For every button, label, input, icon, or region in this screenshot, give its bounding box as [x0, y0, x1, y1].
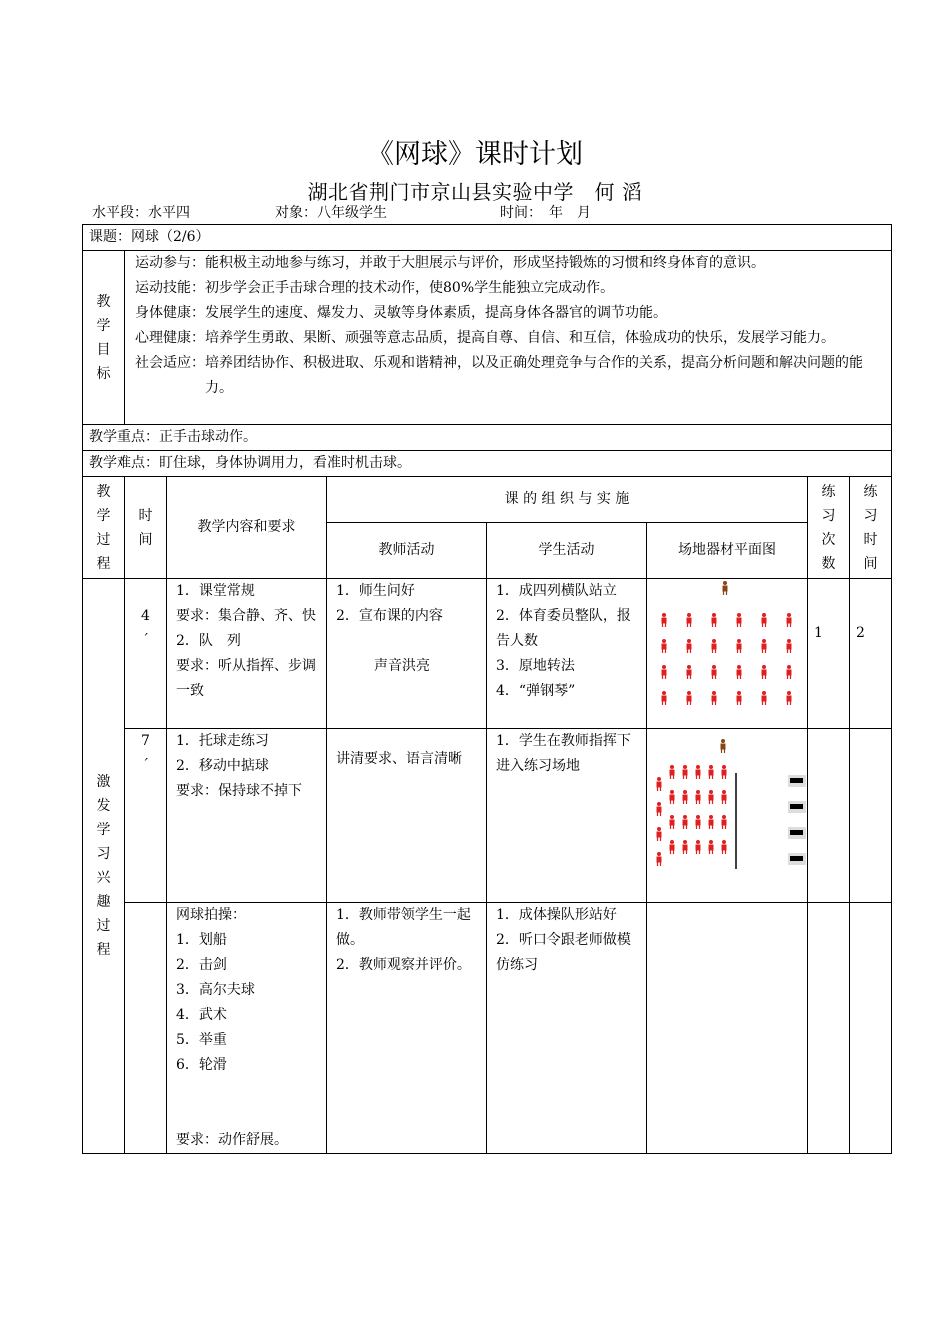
count-header: 练 习 次 数	[808, 477, 850, 579]
row1-teacher: 1．师生问好 2．宣布课的内容 声音洪亮	[327, 579, 487, 729]
student-figure-icon	[709, 790, 714, 804]
student-figure-icon	[709, 840, 714, 854]
student-figure-icon	[737, 665, 742, 679]
row2-teacher: 讲清要求、语言清晰	[327, 729, 487, 903]
formation-diagram-practice	[647, 729, 808, 901]
row2-content: 1．托球走练习 2．移动中掂球 要求：保持球不掉下	[167, 729, 327, 903]
student-figure-icon	[712, 691, 717, 705]
row1-content: 1．课堂常规 要求：集合静、齐、快 2．队 列 要求：听从指挥、步调一致	[167, 579, 327, 729]
goal-item: 心理健康： 培养学生勇敢、果断、顽强等意志品质，提高自尊、自信、和互信，体验成功的快乐，发展学习能力。	[135, 330, 835, 346]
student-figure-icon	[737, 639, 742, 653]
row2-time: 7 ´	[125, 729, 167, 903]
student-figure-icon	[737, 613, 742, 627]
student-figure-icon	[657, 802, 662, 816]
student-figure-icon	[712, 639, 717, 653]
row3-duration	[850, 903, 892, 1154]
row3-field	[647, 903, 808, 1154]
student-figure-icon	[670, 840, 675, 854]
row2-field-diagram	[647, 729, 808, 903]
student-figure-icon	[709, 815, 714, 829]
content-header: 教学内容和要求	[167, 477, 327, 579]
lesson-plan-table	[82, 224, 892, 1154]
student-figure-icon	[787, 613, 792, 627]
time-header: 时 间	[125, 477, 167, 579]
page-title: 《网球》课时计划	[367, 139, 583, 170]
student-figure-icon	[787, 691, 792, 705]
row1-time: 4 ´	[125, 579, 167, 729]
student-figure-icon	[662, 639, 667, 653]
teacher-figure-icon	[723, 581, 728, 595]
student-figure-icon	[712, 665, 717, 679]
student-figure-icon	[670, 765, 675, 779]
meta-audience: 对象：八年级学生	[275, 205, 387, 221]
row1-field-diagram	[647, 579, 808, 729]
student-figure-icon	[683, 790, 688, 804]
row3-count	[808, 903, 850, 1154]
student-figure-icon	[670, 815, 675, 829]
student-figure-icon	[657, 827, 662, 841]
key-point-cell: 教学重点：正手击球动作。	[83, 425, 892, 451]
student-figure-icon	[712, 613, 717, 627]
student-figure-icon	[683, 840, 688, 854]
meta-time: 时间： 年 月	[500, 205, 591, 221]
row3-time	[125, 903, 167, 1154]
student-figure-icon	[683, 815, 688, 829]
goal-item: 身体健康： 发展学生的速度、爆发力、灵敏等身体素质，提高身体各器官的调节功能。	[135, 305, 667, 321]
row1-duration: 2	[850, 579, 892, 729]
student-figure-icon	[762, 639, 767, 653]
student-figure-icon	[696, 815, 701, 829]
stage-label: 激 发 学 习 兴 趣 过 程	[83, 579, 125, 1154]
row3-content: 网球拍操： 1．划船 2．击剑 3．高尔夫球 4．武术 5．举重 6．轮滑 要求：动作舒展。	[167, 903, 327, 1154]
student-figure-icon	[762, 691, 767, 705]
row2-student: 1．学生在教师指挥下进入练习场地	[487, 729, 647, 903]
student-figure-icon	[737, 691, 742, 705]
goal-item: 运动参与： 能积极主动地参与练习，并敢于大胆展示与评价，形成坚持锻炼的习惯和终身体育的意识。	[135, 255, 765, 271]
student-figure-icon	[683, 765, 688, 779]
student-figure-icon	[687, 691, 692, 705]
student-figure-icon	[787, 665, 792, 679]
student-header: 学生活动	[487, 523, 647, 579]
meta-level: 水平段：水平四	[92, 205, 190, 221]
row3-teacher: 1．教师带领学生一起做。 2．教师观察并评价。	[327, 903, 487, 1154]
student-figure-icon	[657, 852, 662, 866]
teacher-figure-icon	[721, 739, 726, 753]
student-figure-icon	[787, 639, 792, 653]
row2-duration	[850, 729, 892, 903]
row1-student: 1．成四列横队站立 2．体育委员整队，报告人数 3．原地转法 4．“弹钢琴”	[487, 579, 647, 729]
student-figure-icon	[687, 639, 692, 653]
page-subtitle: 湖北省荆门市京山县实验中学 何 滔	[307, 180, 643, 204]
student-figure-icon	[670, 790, 675, 804]
student-figure-icon	[696, 840, 701, 854]
row3-student: 1．成体操队形站好 2．听口令跟老师做模仿练习	[487, 903, 647, 1154]
goal-item: 运动技能： 初步学会正手击球合理的技术动作，使80%学生能独立完成动作。	[135, 280, 615, 296]
student-figure-icon	[662, 691, 667, 705]
student-figure-icon	[662, 613, 667, 627]
student-figure-icon	[762, 613, 767, 627]
student-figure-icon	[722, 815, 727, 829]
student-figure-icon	[657, 777, 662, 791]
student-figure-icon	[696, 790, 701, 804]
row1-count: 1	[808, 579, 850, 729]
student-figure-icon	[722, 790, 727, 804]
goal-item: 社会适应： 培养团结协作、积极进取、乐观和谐精神，以及正确处理竞争与合作的关系，提高分析问题和解决问题的能力。	[135, 355, 863, 396]
topic-cell: 课题：网球（2/6）	[83, 225, 892, 251]
field-header: 场地器材平面图	[647, 523, 808, 579]
student-figure-icon	[687, 665, 692, 679]
goals-header: 教 学 目 标	[83, 251, 125, 425]
student-figure-icon	[709, 765, 714, 779]
process-header: 教 学 过 程	[83, 477, 125, 579]
student-figure-icon	[696, 765, 701, 779]
duration-header: 练 习 时 间	[850, 477, 892, 579]
goals-list	[125, 251, 892, 425]
student-figure-icon	[687, 613, 692, 627]
student-figure-icon	[662, 665, 667, 679]
difficulty-cell: 教学难点：盯住球，身体协调用力，看准时机击球。	[83, 451, 892, 477]
teacher-header: 教师活动	[327, 523, 487, 579]
organization-header: 课 的 组 织 与 实 施	[327, 477, 808, 523]
formation-diagram-rows	[647, 579, 808, 727]
student-figure-icon	[762, 665, 767, 679]
student-figure-icon	[722, 765, 727, 779]
student-figure-icon	[722, 840, 727, 854]
row2-count	[808, 729, 850, 903]
